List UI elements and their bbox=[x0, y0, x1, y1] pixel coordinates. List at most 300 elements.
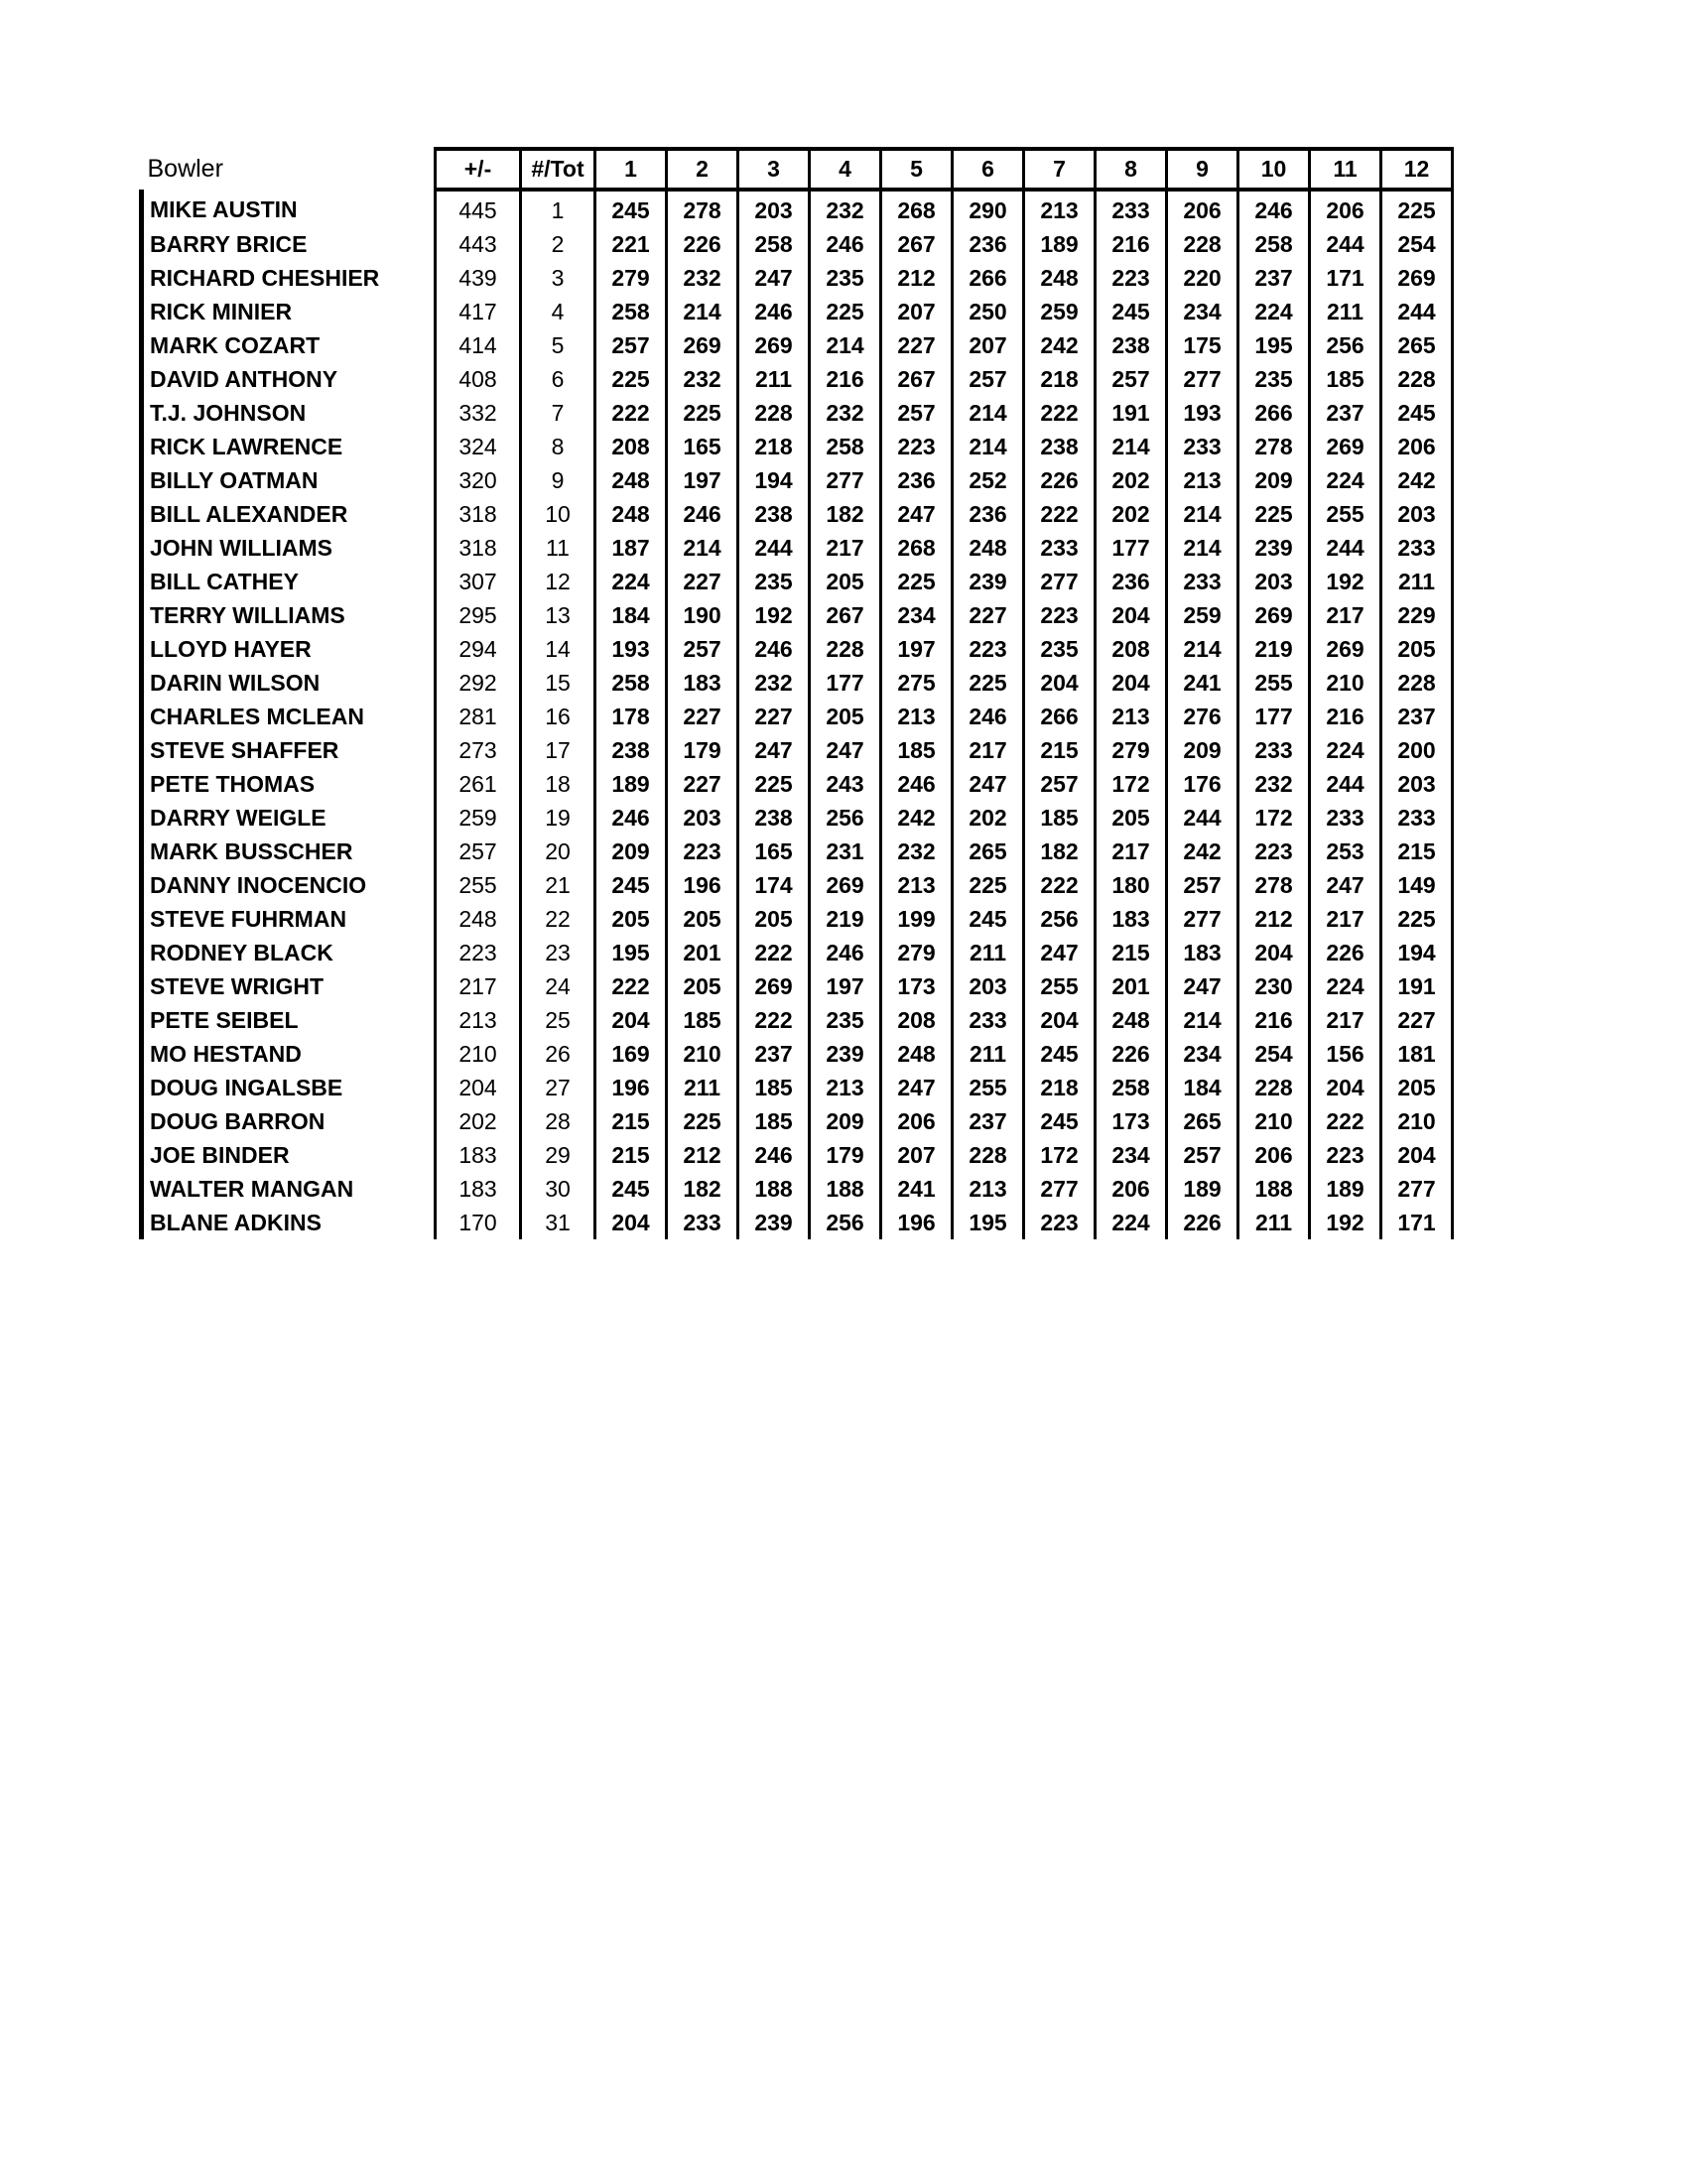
plus-minus-cell: 324 bbox=[436, 430, 521, 463]
game-score-cell: 277 bbox=[810, 463, 881, 497]
game-score-cell: 189 bbox=[1167, 1172, 1238, 1206]
game-score-cell: 258 bbox=[1238, 227, 1310, 261]
game-score-cell: 149 bbox=[1381, 868, 1453, 902]
game-score-cell: 172 bbox=[1096, 767, 1167, 801]
game-score-cell: 246 bbox=[810, 936, 881, 969]
game-score-cell: 245 bbox=[595, 1172, 667, 1206]
game-score-cell: 278 bbox=[1238, 868, 1310, 902]
game-score-cell: 258 bbox=[810, 430, 881, 463]
game-score-cell: 225 bbox=[738, 767, 810, 801]
table-header bbox=[142, 149, 1453, 190]
game-score-cell: 217 bbox=[810, 531, 881, 565]
game-score-cell: 279 bbox=[595, 261, 667, 295]
game-score-cell: 226 bbox=[1167, 1206, 1238, 1239]
game-score-cell: 175 bbox=[1167, 328, 1238, 362]
bowler-name: RICHARD CHESHIER bbox=[142, 261, 436, 295]
game-score-cell: 278 bbox=[1238, 430, 1310, 463]
game-score-cell: 232 bbox=[881, 835, 953, 868]
bowler-name: MARK BUSSCHER bbox=[142, 835, 436, 868]
header-game-4: 4 bbox=[810, 149, 881, 190]
game-score-cell: 216 bbox=[1096, 227, 1167, 261]
game-score-cell: 204 bbox=[1096, 598, 1167, 632]
game-score-cell: 192 bbox=[1310, 1206, 1381, 1239]
game-score-cell: 222 bbox=[1024, 396, 1096, 430]
game-score-cell: 235 bbox=[810, 261, 881, 295]
game-score-cell: 187 bbox=[595, 531, 667, 565]
game-score-cell: 232 bbox=[738, 666, 810, 700]
table-row bbox=[142, 835, 1453, 868]
game-score-cell: 211 bbox=[953, 1037, 1024, 1071]
game-score-cell: 275 bbox=[881, 666, 953, 700]
game-score-cell: 258 bbox=[595, 295, 667, 328]
game-score-cell: 197 bbox=[881, 632, 953, 666]
game-score-cell: 205 bbox=[667, 902, 738, 936]
game-score-cell: 211 bbox=[1238, 1206, 1310, 1239]
game-score-cell: 235 bbox=[1024, 632, 1096, 666]
bowler-name: MARK COZART bbox=[142, 328, 436, 362]
game-score-cell: 269 bbox=[738, 969, 810, 1003]
game-score-cell: 259 bbox=[1024, 295, 1096, 328]
rank-cell: 21 bbox=[521, 868, 595, 902]
game-score-cell: 227 bbox=[667, 700, 738, 733]
rank-cell: 9 bbox=[521, 463, 595, 497]
game-score-cell: 269 bbox=[1381, 261, 1453, 295]
game-score-cell: 238 bbox=[1096, 328, 1167, 362]
game-score-cell: 223 bbox=[1024, 598, 1096, 632]
game-score-cell: 236 bbox=[881, 463, 953, 497]
game-score-cell: 227 bbox=[881, 328, 953, 362]
game-score-cell: 185 bbox=[1024, 801, 1096, 835]
game-score-cell: 195 bbox=[595, 936, 667, 969]
plus-minus-cell: 307 bbox=[436, 565, 521, 598]
game-score-cell: 269 bbox=[738, 328, 810, 362]
game-score-cell: 279 bbox=[881, 936, 953, 969]
rank-cell: 12 bbox=[521, 565, 595, 598]
game-score-cell: 257 bbox=[595, 328, 667, 362]
game-score-cell: 214 bbox=[810, 328, 881, 362]
game-score-cell: 193 bbox=[595, 632, 667, 666]
game-score-cell: 226 bbox=[1024, 463, 1096, 497]
game-score-cell: 222 bbox=[595, 396, 667, 430]
game-score-cell: 223 bbox=[1238, 835, 1310, 868]
game-score-cell: 228 bbox=[953, 1138, 1024, 1172]
game-score-cell: 247 bbox=[953, 767, 1024, 801]
plus-minus-cell: 248 bbox=[436, 902, 521, 936]
game-score-cell: 219 bbox=[1238, 632, 1310, 666]
game-score-cell: 206 bbox=[1238, 1138, 1310, 1172]
game-score-cell: 226 bbox=[1096, 1037, 1167, 1071]
game-score-cell: 277 bbox=[1167, 362, 1238, 396]
plus-minus-cell: 295 bbox=[436, 598, 521, 632]
game-score-cell: 183 bbox=[667, 666, 738, 700]
plus-minus-cell: 439 bbox=[436, 261, 521, 295]
table-row bbox=[142, 1071, 1453, 1104]
game-score-cell: 205 bbox=[810, 700, 881, 733]
game-score-cell: 211 bbox=[738, 362, 810, 396]
game-score-cell: 245 bbox=[1024, 1104, 1096, 1138]
rank-cell: 25 bbox=[521, 1003, 595, 1037]
game-score-cell: 245 bbox=[1096, 295, 1167, 328]
game-score-cell: 239 bbox=[810, 1037, 881, 1071]
game-score-cell: 177 bbox=[1238, 700, 1310, 733]
game-score-cell: 182 bbox=[810, 497, 881, 531]
game-score-cell: 224 bbox=[1310, 969, 1381, 1003]
game-score-cell: 223 bbox=[1096, 261, 1167, 295]
bowler-name: RICK MINIER bbox=[142, 295, 436, 328]
game-score-cell: 202 bbox=[1096, 497, 1167, 531]
game-score-cell: 267 bbox=[881, 362, 953, 396]
game-score-cell: 233 bbox=[1167, 430, 1238, 463]
rank-cell: 11 bbox=[521, 531, 595, 565]
game-score-cell: 210 bbox=[1310, 666, 1381, 700]
game-score-cell: 222 bbox=[1024, 497, 1096, 531]
game-score-cell: 238 bbox=[738, 801, 810, 835]
header-game-8: 8 bbox=[1096, 149, 1167, 190]
plus-minus-cell: 281 bbox=[436, 700, 521, 733]
bowler-name: CHARLES MCLEAN bbox=[142, 700, 436, 733]
bowler-name: RICK LAWRENCE bbox=[142, 430, 436, 463]
game-score-cell: 266 bbox=[1238, 396, 1310, 430]
plus-minus-cell: 408 bbox=[436, 362, 521, 396]
game-score-cell: 192 bbox=[1310, 565, 1381, 598]
bowler-name: RODNEY BLACK bbox=[142, 936, 436, 969]
game-score-cell: 214 bbox=[1167, 531, 1238, 565]
game-score-cell: 209 bbox=[1238, 463, 1310, 497]
game-score-cell: 204 bbox=[595, 1003, 667, 1037]
game-score-cell: 246 bbox=[595, 801, 667, 835]
game-score-cell: 246 bbox=[738, 295, 810, 328]
game-score-cell: 202 bbox=[953, 801, 1024, 835]
game-score-cell: 215 bbox=[1024, 733, 1096, 767]
game-score-cell: 227 bbox=[667, 767, 738, 801]
header-game-3: 3 bbox=[738, 149, 810, 190]
game-score-cell: 179 bbox=[810, 1138, 881, 1172]
header-bowler: Bowler bbox=[147, 155, 223, 183]
game-score-cell: 223 bbox=[953, 632, 1024, 666]
game-score-cell: 207 bbox=[881, 295, 953, 328]
game-score-cell: 228 bbox=[738, 396, 810, 430]
game-score-cell: 226 bbox=[1310, 936, 1381, 969]
game-score-cell: 185 bbox=[738, 1104, 810, 1138]
table-row bbox=[142, 190, 1453, 227]
table-row bbox=[142, 598, 1453, 632]
bowler-name: PETE THOMAS bbox=[142, 767, 436, 801]
game-score-cell: 245 bbox=[595, 190, 667, 227]
plus-minus-cell: 170 bbox=[436, 1206, 521, 1239]
bowler-name: DANNY INOCENCIO bbox=[142, 868, 436, 902]
game-score-cell: 246 bbox=[667, 497, 738, 531]
game-score-cell: 202 bbox=[1096, 463, 1167, 497]
table-row bbox=[142, 1206, 1453, 1239]
game-score-cell: 226 bbox=[667, 227, 738, 261]
bowler-name: BILL ALEXANDER bbox=[142, 497, 436, 531]
table-body bbox=[142, 190, 1453, 1239]
game-score-cell: 237 bbox=[1310, 396, 1381, 430]
game-score-cell: 217 bbox=[1310, 902, 1381, 936]
plus-minus-cell: 417 bbox=[436, 295, 521, 328]
rank-cell: 28 bbox=[521, 1104, 595, 1138]
game-score-cell: 203 bbox=[953, 969, 1024, 1003]
bowler-name: JOE BINDER bbox=[142, 1138, 436, 1172]
game-score-cell: 233 bbox=[1310, 801, 1381, 835]
game-score-cell: 239 bbox=[1238, 531, 1310, 565]
game-score-cell: 253 bbox=[1310, 835, 1381, 868]
game-score-cell: 250 bbox=[953, 295, 1024, 328]
game-score-cell: 191 bbox=[1096, 396, 1167, 430]
rank-cell: 26 bbox=[521, 1037, 595, 1071]
game-score-cell: 247 bbox=[881, 497, 953, 531]
game-score-cell: 183 bbox=[1096, 902, 1167, 936]
table-row bbox=[142, 531, 1453, 565]
game-score-cell: 269 bbox=[810, 868, 881, 902]
game-score-cell: 236 bbox=[953, 227, 1024, 261]
game-score-cell: 199 bbox=[881, 902, 953, 936]
game-score-cell: 216 bbox=[1310, 700, 1381, 733]
header-game-7: 7 bbox=[1024, 149, 1096, 190]
game-score-cell: 265 bbox=[953, 835, 1024, 868]
header-total-rank: #/Tot bbox=[521, 149, 595, 190]
game-score-cell: 225 bbox=[810, 295, 881, 328]
game-score-cell: 247 bbox=[1167, 969, 1238, 1003]
game-score-cell: 205 bbox=[1381, 1071, 1453, 1104]
game-score-cell: 191 bbox=[1381, 969, 1453, 1003]
game-score-cell: 171 bbox=[1381, 1206, 1453, 1239]
standings-table bbox=[139, 147, 1454, 1239]
bowler-name: WALTER MANGAN bbox=[142, 1172, 436, 1206]
game-score-cell: 254 bbox=[1238, 1037, 1310, 1071]
game-score-cell: 235 bbox=[810, 1003, 881, 1037]
game-score-cell: 244 bbox=[1167, 801, 1238, 835]
game-score-cell: 255 bbox=[1310, 497, 1381, 531]
rank-cell: 3 bbox=[521, 261, 595, 295]
game-score-cell: 208 bbox=[881, 1003, 953, 1037]
game-score-cell: 218 bbox=[738, 430, 810, 463]
game-score-cell: 215 bbox=[1096, 936, 1167, 969]
game-score-cell: 229 bbox=[1381, 598, 1453, 632]
game-score-cell: 184 bbox=[595, 598, 667, 632]
table-row bbox=[142, 767, 1453, 801]
plus-minus-cell: 443 bbox=[436, 227, 521, 261]
game-score-cell: 256 bbox=[1310, 328, 1381, 362]
header-row bbox=[142, 149, 1453, 190]
rank-cell: 22 bbox=[521, 902, 595, 936]
game-score-cell: 165 bbox=[738, 835, 810, 868]
game-score-cell: 234 bbox=[1167, 295, 1238, 328]
game-score-cell: 207 bbox=[881, 1138, 953, 1172]
game-score-cell: 203 bbox=[1381, 497, 1453, 531]
game-score-cell: 244 bbox=[1310, 227, 1381, 261]
game-score-cell: 245 bbox=[953, 902, 1024, 936]
game-score-cell: 209 bbox=[810, 1104, 881, 1138]
game-score-cell: 222 bbox=[738, 1003, 810, 1037]
game-score-cell: 197 bbox=[667, 463, 738, 497]
game-score-cell: 256 bbox=[810, 801, 881, 835]
game-score-cell: 225 bbox=[1381, 902, 1453, 936]
game-score-cell: 218 bbox=[1024, 1071, 1096, 1104]
game-score-cell: 206 bbox=[881, 1104, 953, 1138]
table-row bbox=[142, 1172, 1453, 1206]
game-score-cell: 204 bbox=[1310, 1071, 1381, 1104]
game-score-cell: 213 bbox=[810, 1071, 881, 1104]
game-score-cell: 225 bbox=[595, 362, 667, 396]
plus-minus-cell: 255 bbox=[436, 868, 521, 902]
game-score-cell: 177 bbox=[1096, 531, 1167, 565]
header-game-1: 1 bbox=[595, 149, 667, 190]
game-score-cell: 255 bbox=[1238, 666, 1310, 700]
game-score-cell: 185 bbox=[738, 1071, 810, 1104]
game-score-cell: 224 bbox=[1310, 733, 1381, 767]
game-score-cell: 189 bbox=[595, 767, 667, 801]
game-score-cell: 237 bbox=[1381, 700, 1453, 733]
game-score-cell: 233 bbox=[1238, 733, 1310, 767]
rank-cell: 6 bbox=[521, 362, 595, 396]
header-game-9: 9 bbox=[1167, 149, 1238, 190]
table-row bbox=[142, 565, 1453, 598]
game-score-cell: 182 bbox=[667, 1172, 738, 1206]
game-score-cell: 192 bbox=[738, 598, 810, 632]
game-score-cell: 211 bbox=[667, 1071, 738, 1104]
game-score-cell: 179 bbox=[667, 733, 738, 767]
game-score-cell: 248 bbox=[881, 1037, 953, 1071]
table-row bbox=[142, 1138, 1453, 1172]
plus-minus-cell: 332 bbox=[436, 396, 521, 430]
game-score-cell: 256 bbox=[810, 1206, 881, 1239]
game-score-cell: 269 bbox=[667, 328, 738, 362]
game-score-cell: 209 bbox=[595, 835, 667, 868]
game-score-cell: 231 bbox=[810, 835, 881, 868]
header-game-5: 5 bbox=[881, 149, 953, 190]
game-score-cell: 211 bbox=[1310, 295, 1381, 328]
rank-cell: 24 bbox=[521, 969, 595, 1003]
game-score-cell: 185 bbox=[881, 733, 953, 767]
rank-cell: 2 bbox=[521, 227, 595, 261]
game-score-cell: 215 bbox=[595, 1138, 667, 1172]
game-score-cell: 204 bbox=[595, 1206, 667, 1239]
table-row bbox=[142, 632, 1453, 666]
game-score-cell: 244 bbox=[1310, 531, 1381, 565]
game-score-cell: 246 bbox=[1238, 190, 1310, 227]
game-score-cell: 232 bbox=[810, 190, 881, 227]
game-score-cell: 213 bbox=[953, 1172, 1024, 1206]
game-score-cell: 227 bbox=[738, 700, 810, 733]
table-row bbox=[142, 666, 1453, 700]
plus-minus-cell: 213 bbox=[436, 1003, 521, 1037]
bowler-name: DOUG BARRON bbox=[142, 1104, 436, 1138]
game-score-cell: 200 bbox=[1381, 733, 1453, 767]
game-score-cell: 245 bbox=[1024, 1037, 1096, 1071]
game-score-cell: 242 bbox=[1381, 463, 1453, 497]
bowler-name: BLANE ADKINS bbox=[142, 1206, 436, 1239]
game-score-cell: 217 bbox=[1310, 598, 1381, 632]
game-score-cell: 217 bbox=[1310, 1003, 1381, 1037]
game-score-cell: 223 bbox=[881, 430, 953, 463]
game-score-cell: 214 bbox=[1167, 1003, 1238, 1037]
game-score-cell: 169 bbox=[595, 1037, 667, 1071]
game-score-cell: 193 bbox=[1167, 396, 1238, 430]
game-score-cell: 233 bbox=[1024, 531, 1096, 565]
game-score-cell: 246 bbox=[738, 632, 810, 666]
game-score-cell: 238 bbox=[595, 733, 667, 767]
game-score-cell: 173 bbox=[881, 969, 953, 1003]
rank-cell: 7 bbox=[521, 396, 595, 430]
game-score-cell: 228 bbox=[1381, 362, 1453, 396]
table-row bbox=[142, 700, 1453, 733]
game-score-cell: 239 bbox=[953, 565, 1024, 598]
bowler-name: MO HESTAND bbox=[142, 1037, 436, 1071]
game-score-cell: 235 bbox=[738, 565, 810, 598]
game-score-cell: 196 bbox=[881, 1206, 953, 1239]
game-score-cell: 212 bbox=[1238, 902, 1310, 936]
header-game-12: 12 bbox=[1381, 149, 1453, 190]
game-score-cell: 234 bbox=[881, 598, 953, 632]
game-score-cell: 247 bbox=[738, 261, 810, 295]
table-row bbox=[142, 733, 1453, 767]
game-score-cell: 195 bbox=[953, 1206, 1024, 1239]
game-score-cell: 257 bbox=[1096, 362, 1167, 396]
game-score-cell: 246 bbox=[881, 767, 953, 801]
game-score-cell: 206 bbox=[1381, 430, 1453, 463]
game-score-cell: 156 bbox=[1310, 1037, 1381, 1071]
plus-minus-cell: 217 bbox=[436, 969, 521, 1003]
header-game-10: 10 bbox=[1238, 149, 1310, 190]
game-score-cell: 237 bbox=[1238, 261, 1310, 295]
game-score-cell: 178 bbox=[595, 700, 667, 733]
game-score-cell: 225 bbox=[1381, 190, 1453, 227]
header-game-2: 2 bbox=[667, 149, 738, 190]
game-score-cell: 216 bbox=[1238, 1003, 1310, 1037]
game-score-cell: 223 bbox=[1310, 1138, 1381, 1172]
table-row bbox=[142, 902, 1453, 936]
game-score-cell: 232 bbox=[667, 362, 738, 396]
bowler-name: MIKE AUSTIN bbox=[142, 190, 436, 227]
game-score-cell: 218 bbox=[1024, 362, 1096, 396]
table-row bbox=[142, 227, 1453, 261]
game-score-cell: 241 bbox=[1167, 666, 1238, 700]
game-score-cell: 235 bbox=[1238, 362, 1310, 396]
game-score-cell: 222 bbox=[595, 969, 667, 1003]
game-score-cell: 171 bbox=[1310, 261, 1381, 295]
game-score-cell: 213 bbox=[1096, 700, 1167, 733]
plus-minus-cell: 204 bbox=[436, 1071, 521, 1104]
game-score-cell: 189 bbox=[1024, 227, 1096, 261]
game-score-cell: 267 bbox=[810, 598, 881, 632]
game-score-cell: 222 bbox=[1310, 1104, 1381, 1138]
game-score-cell: 277 bbox=[1381, 1172, 1453, 1206]
game-score-cell: 228 bbox=[810, 632, 881, 666]
game-score-cell: 204 bbox=[1096, 666, 1167, 700]
table-row bbox=[142, 969, 1453, 1003]
game-score-cell: 213 bbox=[881, 868, 953, 902]
game-score-cell: 247 bbox=[1310, 868, 1381, 902]
game-score-cell: 277 bbox=[1024, 1172, 1096, 1206]
bowler-name: BARRY BRICE bbox=[142, 227, 436, 261]
game-score-cell: 238 bbox=[738, 497, 810, 531]
plus-minus-cell: 294 bbox=[436, 632, 521, 666]
bowler-name: DOUG INGALSBE bbox=[142, 1071, 436, 1104]
game-score-cell: 268 bbox=[881, 190, 953, 227]
game-score-cell: 232 bbox=[667, 261, 738, 295]
game-score-cell: 233 bbox=[667, 1206, 738, 1239]
game-score-cell: 267 bbox=[881, 227, 953, 261]
game-score-cell: 259 bbox=[1167, 598, 1238, 632]
game-score-cell: 227 bbox=[1381, 1003, 1453, 1037]
game-score-cell: 222 bbox=[738, 936, 810, 969]
game-score-cell: 206 bbox=[1310, 190, 1381, 227]
game-score-cell: 217 bbox=[953, 733, 1024, 767]
game-score-cell: 246 bbox=[953, 700, 1024, 733]
game-score-cell: 183 bbox=[1167, 936, 1238, 969]
rank-cell: 16 bbox=[521, 700, 595, 733]
